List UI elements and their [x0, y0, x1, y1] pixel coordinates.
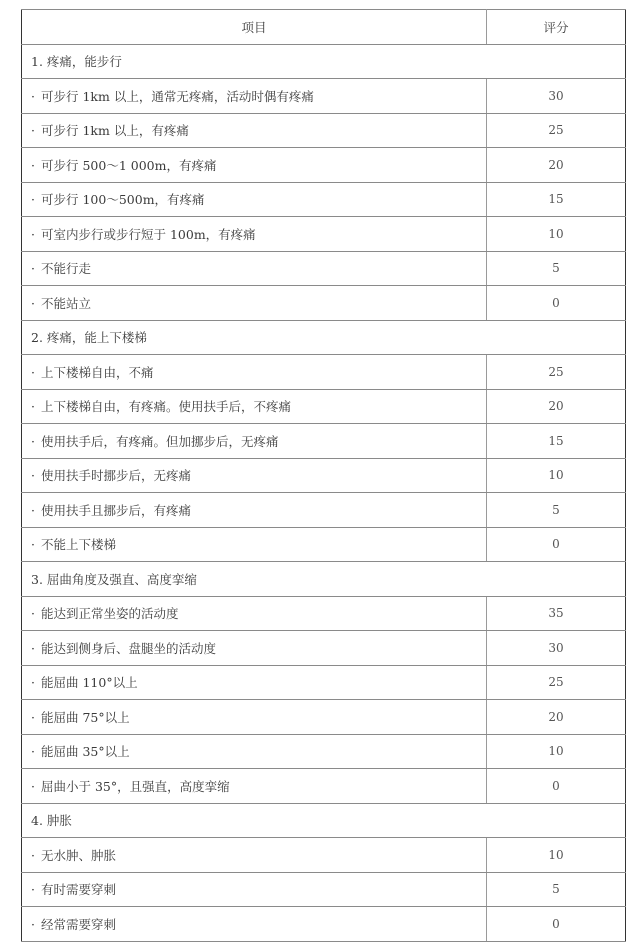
item-cell — [22, 872, 487, 907]
item-text: 能屈曲 75°以上 — [41, 709, 130, 725]
table-row — [22, 631, 626, 666]
item-text: 不能行走 — [41, 261, 92, 277]
section-title: 4. 肿胀 — [22, 803, 626, 838]
table-row — [22, 424, 626, 459]
bullet-icon: · — [31, 882, 35, 898]
table-row — [22, 907, 626, 942]
item-cell — [22, 182, 487, 217]
item-text: 使用扶手且挪步后，有疼痛 — [41, 502, 192, 518]
item-cell — [22, 665, 487, 700]
table-row — [22, 700, 626, 735]
item-cell — [22, 769, 487, 804]
item-cell — [22, 527, 487, 562]
item-cell — [22, 389, 487, 424]
score-cell: 5 — [487, 872, 626, 907]
table-body — [22, 44, 626, 941]
header-row — [22, 10, 626, 45]
item-cell — [22, 217, 487, 252]
bullet-icon: · — [31, 123, 35, 139]
item-text: 可步行 500～1 000m，有疼痛 — [41, 157, 217, 173]
item-cell — [22, 113, 487, 148]
table-row — [22, 665, 626, 700]
item-cell — [22, 907, 487, 942]
item-cell — [22, 734, 487, 769]
item-cell — [22, 79, 487, 114]
table-row — [22, 769, 626, 804]
item-text: 屈曲小于 35°，且强直，高度挛缩 — [41, 778, 230, 794]
score-cell: 30 — [487, 79, 626, 114]
score-cell: 25 — [487, 665, 626, 700]
score-cell: 0 — [487, 907, 626, 942]
score-cell: 20 — [487, 148, 626, 183]
score-cell: 35 — [487, 596, 626, 631]
scoring-table — [21, 9, 626, 942]
table-row — [22, 217, 626, 252]
table-row — [22, 596, 626, 631]
bullet-icon: · — [31, 606, 35, 622]
item-cell — [22, 286, 487, 321]
bullet-icon: · — [31, 261, 35, 277]
item-cell — [22, 148, 487, 183]
table-row — [22, 355, 626, 390]
score-cell: 0 — [487, 527, 626, 562]
item-cell — [22, 355, 487, 390]
table-row — [22, 389, 626, 424]
header-item: 项目 — [22, 10, 487, 45]
score-cell: 10 — [487, 458, 626, 493]
score-cell: 0 — [487, 286, 626, 321]
table-row — [22, 734, 626, 769]
score-cell: 0 — [487, 769, 626, 804]
item-cell — [22, 596, 487, 631]
score-cell: 10 — [487, 734, 626, 769]
item-text: 可步行 1km 以上，有疼痛 — [41, 123, 189, 139]
bullet-icon: · — [31, 295, 35, 311]
table-row — [22, 148, 626, 183]
item-text: 有时需要穿刺 — [41, 882, 117, 898]
section-row — [22, 320, 626, 355]
score-cell: 20 — [487, 389, 626, 424]
bullet-icon: · — [31, 847, 35, 863]
item-cell — [22, 458, 487, 493]
section-row — [22, 44, 626, 79]
bullet-icon: · — [31, 709, 35, 725]
bullet-icon: · — [31, 399, 35, 415]
score-cell: 5 — [487, 493, 626, 528]
section-title: 2. 疼痛，能上下楼梯 — [22, 320, 626, 355]
item-text: 可步行 100～500m，有疼痛 — [41, 192, 205, 208]
score-cell: 20 — [487, 700, 626, 735]
bullet-icon: · — [31, 157, 35, 173]
item-cell — [22, 251, 487, 286]
bullet-icon: · — [31, 226, 35, 242]
item-text: 能屈曲 110°以上 — [41, 675, 138, 691]
section-row — [22, 562, 626, 597]
item-cell — [22, 631, 487, 666]
score-cell: 10 — [487, 217, 626, 252]
item-text: 使用扶手时挪步后，无疼痛 — [41, 468, 192, 484]
item-text: 能屈曲 35°以上 — [41, 744, 130, 760]
bullet-icon: · — [31, 640, 35, 656]
bullet-icon: · — [31, 192, 35, 208]
table-row — [22, 493, 626, 528]
section-title: 1. 疼痛，能步行 — [22, 44, 626, 79]
bullet-icon: · — [31, 675, 35, 691]
item-text: 不能上下楼梯 — [41, 537, 117, 553]
score-cell: 5 — [487, 251, 626, 286]
table-row — [22, 286, 626, 321]
item-text: 上下楼梯自由，不痛 — [41, 364, 154, 380]
bullet-icon: · — [31, 744, 35, 760]
item-cell — [22, 424, 487, 459]
item-text: 可室内步行或步行短于 100m，有疼痛 — [41, 226, 256, 242]
item-cell — [22, 700, 487, 735]
table-row — [22, 458, 626, 493]
item-cell — [22, 493, 487, 528]
bullet-icon: · — [31, 364, 35, 380]
header-score: 评分 — [487, 10, 626, 45]
score-cell: 30 — [487, 631, 626, 666]
item-text: 可步行 1km 以上，通常无疼痛，活动时偶有疼痛 — [41, 88, 314, 104]
item-text: 经常需要穿刺 — [41, 916, 117, 932]
bullet-icon: · — [31, 433, 35, 449]
bullet-icon: · — [31, 916, 35, 932]
bullet-icon: · — [31, 778, 35, 794]
table-row — [22, 838, 626, 873]
score-cell: 15 — [487, 424, 626, 459]
table-row — [22, 79, 626, 114]
item-text: 能达到正常坐姿的活动度 — [41, 606, 179, 622]
section-row — [22, 803, 626, 838]
table-row — [22, 251, 626, 286]
section-title: 3. 屈曲角度及强直、高度挛缩 — [22, 562, 626, 597]
item-text: 使用扶手后，有疼痛。但加挪步后，无疼痛 — [41, 433, 279, 449]
table-row — [22, 182, 626, 217]
score-cell: 15 — [487, 182, 626, 217]
item-text: 无水肿、肿胀 — [41, 847, 117, 863]
item-cell — [22, 838, 487, 873]
bullet-icon: · — [31, 88, 35, 104]
score-cell: 25 — [487, 113, 626, 148]
item-text: 能达到侧身后、盘腿坐的活动度 — [41, 640, 217, 656]
bullet-icon: · — [31, 502, 35, 518]
score-cell: 10 — [487, 838, 626, 873]
table-row — [22, 872, 626, 907]
bullet-icon: · — [31, 468, 35, 484]
item-text: 不能站立 — [41, 295, 92, 311]
table-row — [22, 527, 626, 562]
table-row — [22, 113, 626, 148]
item-text: 上下楼梯自由，有疼痛。使用扶手后，不疼痛 — [41, 399, 292, 415]
score-cell: 25 — [487, 355, 626, 390]
bullet-icon: · — [31, 537, 35, 553]
